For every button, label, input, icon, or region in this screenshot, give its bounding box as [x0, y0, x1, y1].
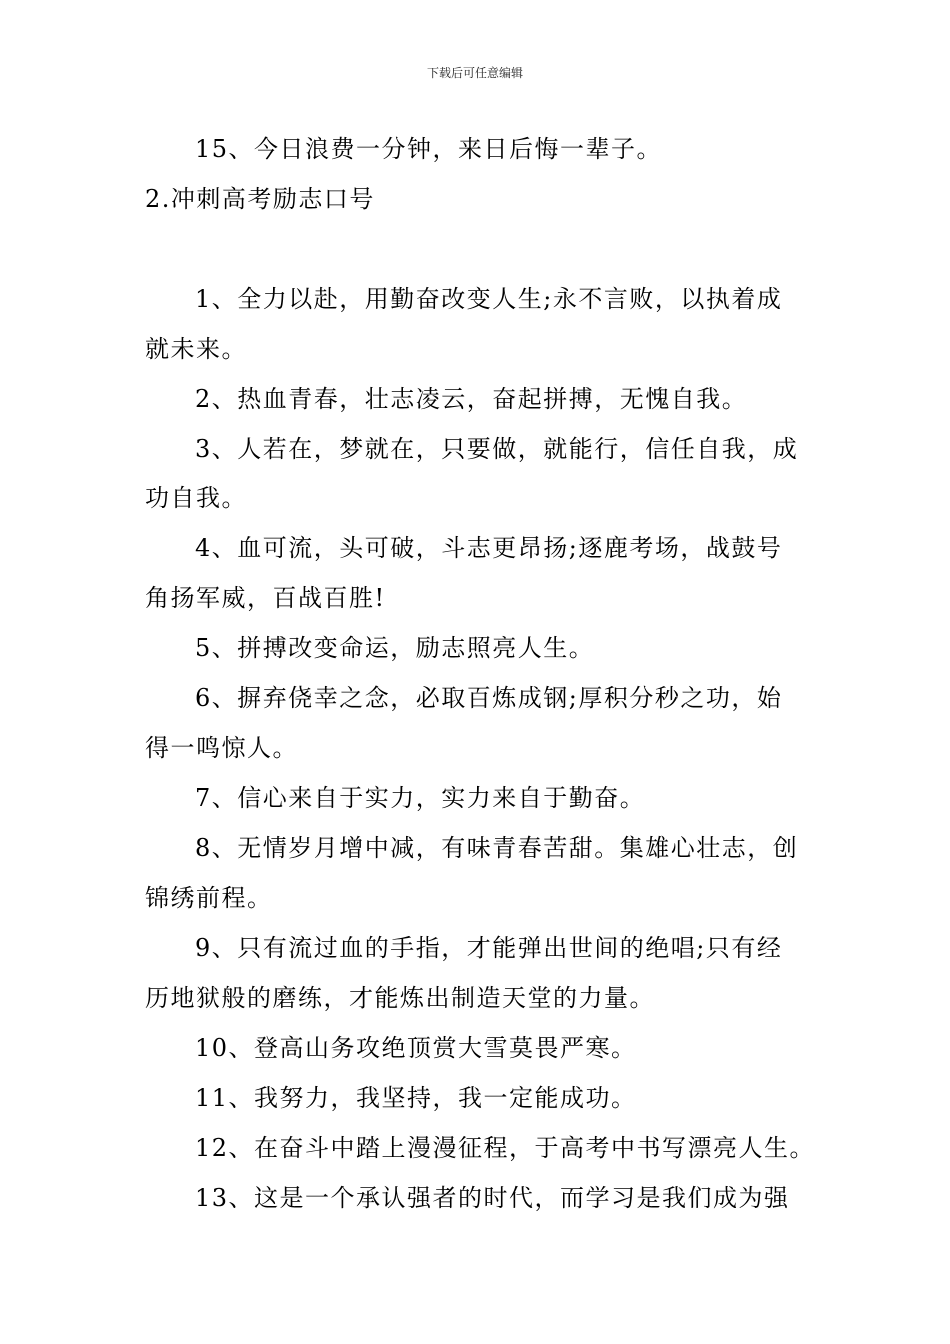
text-line: 历地狱般的磨练，才能炼出制造天堂的力量。: [145, 984, 655, 1012]
text-line: 7、信心来自于实力，实力来自于勤奋。: [195, 784, 646, 812]
text-line: 3、人若在，梦就在，只要做，就能行，信任自我，成: [195, 435, 799, 463]
text-line: 锦绣前程。: [145, 884, 273, 912]
section-heading: 2.冲刺高考励志口号: [145, 185, 375, 213]
text-line: 11、我努力，我坚持，我一定能成功。: [195, 1084, 637, 1112]
text-line: 6、摒弃侥幸之念，必取百炼成钢;厚积分秒之功，始: [195, 684, 783, 712]
text-line: 4、血可流，头可破，斗志更昂扬;逐鹿考场，战鼓号: [195, 534, 783, 562]
text-line: 角扬军威，百战百胜!: [145, 584, 386, 612]
text-line: 得一鸣惊人。: [145, 734, 298, 762]
text-line: 10、登高山务攻绝顶赏大雪莫畏严寒。: [195, 1034, 637, 1062]
text-line: 5、拼搏改变命运，励志照亮人生。: [195, 634, 595, 662]
text-line: 8、无情岁月增中减，有味青春苦甜。集雄心壮志，创: [195, 834, 799, 862]
text-line: 12、在奋斗中踏上漫漫征程，于高考中书写漂亮人生。: [195, 1134, 816, 1162]
text-line: 15、今日浪费一分钟，来日后悔一辈子。: [195, 135, 663, 163]
text-line: 就未来。: [145, 335, 247, 363]
text-line: 2、热血青春，壮志凌云，奋起拼搏，无愧自我。: [195, 385, 748, 413]
page-header: 下载后可任意编辑: [426, 66, 523, 80]
text-line: 功自我。: [145, 484, 247, 512]
text-line: 1、全力以赴，用勤奋改变人生;永不言败，以执着成: [195, 285, 783, 313]
text-line: 13、这是一个承认强者的时代，而学习是我们成为强: [195, 1184, 790, 1212]
text-line: 9、只有流过血的手指，才能弹出世间的绝唱;只有经: [195, 934, 783, 962]
